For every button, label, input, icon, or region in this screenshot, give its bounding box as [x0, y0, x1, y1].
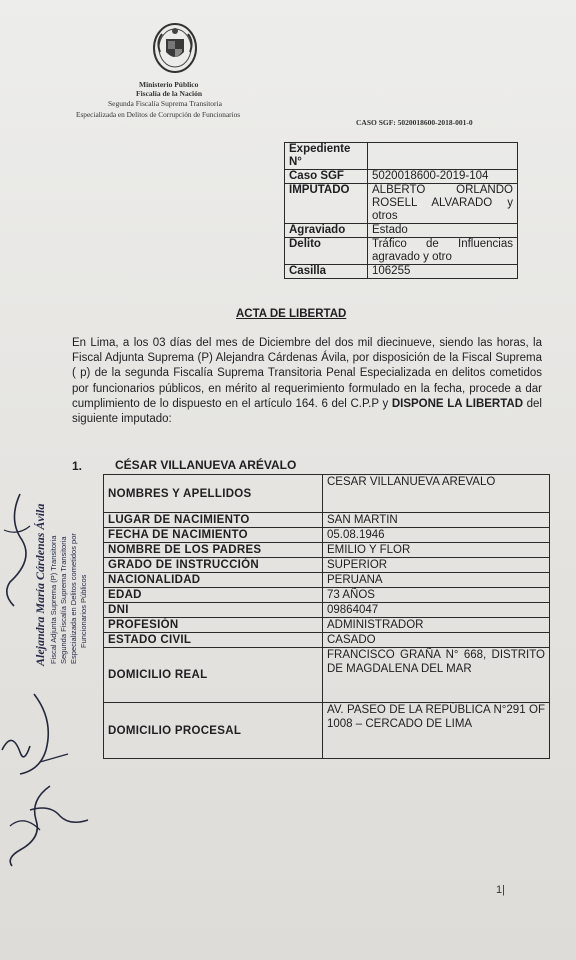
person-data-table	[103, 474, 550, 759]
table-row	[104, 543, 550, 558]
table-row	[285, 224, 518, 238]
coat-of-arms-emblem	[152, 22, 198, 74]
table-value: Estado	[368, 224, 518, 238]
case-reference: CASO SGF: 5020018600-2018-001-0	[356, 118, 473, 127]
table-row	[104, 475, 550, 513]
table-label: LUGAR DE NACIMIENTO	[104, 513, 323, 528]
table-value: 106255	[368, 265, 518, 279]
table-label: Expediente N°	[285, 143, 368, 170]
table-value: CASADO	[323, 633, 550, 648]
table-row	[285, 170, 518, 184]
table-row	[104, 588, 550, 603]
table-value: ADMINISTRADOR	[323, 618, 550, 633]
document-title: ACTA DE LIBERTAD	[236, 308, 347, 320]
table-label: PROFESIÓN	[104, 618, 323, 633]
table-label: EDAD	[104, 588, 323, 603]
table-row	[104, 513, 550, 528]
table-row	[104, 558, 550, 573]
table-label: NOMBRE DE LOS PADRES	[104, 543, 323, 558]
stamp-office-sub: Especializada en Delitos cometidos por	[69, 533, 78, 664]
table-value: 73 AÑOS	[323, 588, 550, 603]
table-label: NOMBRES Y APELLIDOS	[104, 475, 323, 513]
table-value: Tráfico de Influencias agravado y otro	[368, 238, 518, 265]
table-value: 05.08.1946	[323, 528, 550, 543]
table-value: FRANCISCO GRAÑA N° 668, DISTRITO DE MAGDALENA DEL MAR	[323, 648, 550, 703]
stamp-title: Fiscal Adjunta Suprema (P) Transitoria	[49, 535, 58, 664]
table-label: DOMICILIO REAL	[104, 648, 323, 703]
signature-mark-top	[0, 490, 40, 610]
table-row	[104, 648, 550, 703]
office-subtitle: Especializada en Delitos de Corrupción de Funcionarios	[76, 110, 241, 119]
case-info-table	[284, 142, 518, 279]
table-row	[104, 573, 550, 588]
table-label: GRADO DE INSTRUCCIÓN	[104, 558, 323, 573]
signature-mark-bottom	[0, 780, 100, 870]
table-value: AV. PASEO DE LA REPÚBLICA N°291 OF 1008 – CERCADO DE LIMA	[323, 703, 550, 759]
table-value: PERUANA	[323, 573, 550, 588]
table-value: CESAR VILLANUEVA AREVALO	[323, 475, 550, 513]
paragraph-text-end: del siguiente imputado:	[72, 397, 542, 426]
table-value: 5020018600-2019-104	[368, 170, 518, 184]
table-label: DOMICILIO PROCESAL	[104, 703, 323, 759]
body-paragraph	[72, 336, 542, 427]
table-row	[104, 528, 550, 543]
table-row	[285, 238, 518, 265]
signature-mark-middle	[0, 690, 80, 780]
table-value: SUPERIOR	[323, 558, 550, 573]
item-number: 1.	[72, 459, 83, 473]
table-label: Delito	[285, 238, 368, 265]
table-label: Casilla	[285, 265, 368, 279]
table-row	[104, 618, 550, 633]
table-label: IMPUTADO	[285, 184, 368, 224]
paragraph-emphasis: DISPONE LA LIBERTAD	[391, 397, 524, 410]
table-label: NACIONALIDAD	[104, 573, 323, 588]
table-label: FECHA DE NACIMIENTO	[104, 528, 323, 543]
stamp-office-end: Funcionarios Públicos	[79, 574, 88, 648]
stamp-office: Segunda Fiscalía Suprema Transitoria	[59, 536, 68, 664]
table-value: SAN MARTIN	[323, 513, 550, 528]
table-row	[285, 265, 518, 279]
table-row	[285, 143, 518, 170]
institution-subtitle: Fiscalía de la Nación	[136, 89, 203, 98]
person-name: CÉSAR VILLANUEVA ARÉVALO	[115, 458, 297, 472]
page-number: 1|	[496, 884, 505, 896]
table-row	[104, 603, 550, 618]
table-row	[104, 703, 550, 759]
table-label: Caso SGF	[285, 170, 368, 184]
table-value: 09864047	[323, 603, 550, 618]
table-label: Agraviado	[285, 224, 368, 238]
paragraph-text: En Lima, a los 03 días del mes de Diciembre del dos mil diecinueve, siendo las horas, la Fiscal Adjunta Suprema (P) Alejandra Cárdenas Ávila, por disposición de la Fiscal Suprema ( p) de la segunda Fiscalía Suprema Transitoria Penal Especializada en delitos cometidos por funcionarios públicos, en mérito al requerimiento formulado en la fecha, procede a dar cumplimiento de lo dispuesto en el artículo 164. 6 del C.P.P y	[72, 337, 542, 410]
table-label: DNI	[104, 603, 323, 618]
table-value: ALBERTO ORLANDO ROSELL ALVARADO y otros	[368, 184, 518, 224]
table-value: EMILIO Y FLOR	[323, 543, 550, 558]
table-row	[104, 633, 550, 648]
stamp-name: Alejandra María Cárdenas Ávila	[33, 503, 47, 666]
table-label: ESTADO CIVIL	[104, 633, 323, 648]
institution-name: Ministerio Público	[139, 80, 199, 89]
office-name: Segunda Fiscalía Suprema Transitoria	[108, 99, 222, 108]
table-value	[368, 143, 518, 170]
table-row	[285, 184, 518, 224]
